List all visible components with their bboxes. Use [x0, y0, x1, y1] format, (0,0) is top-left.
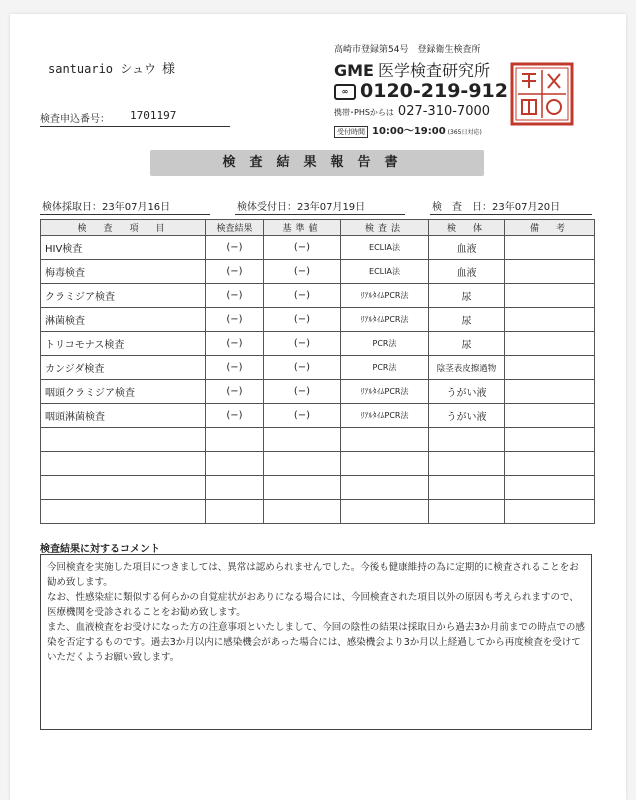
remarks — [505, 236, 595, 260]
date-collected — [40, 196, 210, 215]
test-item — [41, 428, 206, 452]
test-item: カンジダ検査 — [41, 356, 206, 380]
test-result: (−) — [206, 284, 264, 308]
table-row — [41, 500, 595, 524]
header-method: 検査法 — [341, 220, 429, 236]
remarks — [505, 380, 595, 404]
recipient — [48, 58, 175, 77]
specimen: うがい液 — [429, 380, 505, 404]
test-result: (−) — [206, 356, 264, 380]
report-paper — [10, 14, 626, 800]
specimen — [429, 452, 505, 476]
date-tested-text: 検 査 日：23年07月20日 — [432, 202, 561, 213]
test-result: (−) — [206, 380, 264, 404]
lab-mobile-label: 携帯･PHSからは — [334, 108, 394, 117]
specimen — [429, 476, 505, 500]
specimen: 尿 — [429, 332, 505, 356]
header-item: 検 査 項 目 — [41, 220, 206, 236]
test-result — [206, 428, 264, 452]
lab-hours-note: (365日対応) — [447, 129, 482, 136]
test-result — [206, 500, 264, 524]
comment-paragraph: なお、性感染症に類似する何らかの自覚症状がおありになる場合には、今回検査された項目以外の原因も考えられますので、医療機関を受診されることをお勧め致します。 — [47, 592, 579, 618]
remarks — [505, 332, 595, 356]
test-item: トリコモナス検査 — [41, 332, 206, 356]
remarks — [505, 260, 595, 284]
test-item: 咽頭クラミジア検査 — [41, 380, 206, 404]
test-result — [206, 452, 264, 476]
lab-hours-label: 受付時間 — [334, 126, 368, 138]
comment-box — [40, 554, 592, 730]
test-method — [341, 476, 429, 500]
header-specimen: 検 体 — [429, 220, 505, 236]
specimen — [429, 500, 505, 524]
specimen: 陰茎表皮擦過物 — [429, 356, 505, 380]
header-reference: 基準値 — [264, 220, 341, 236]
reference-value: (−) — [264, 284, 341, 308]
comment-paragraph: また、血液検査をお受けになった方の注意事項といたしまして、今回の陰性の結果は採取日から過去3か月前までの時点での感染を否定するものです。過去3か月以内に感染機会があった場合には、感染機会より3か月以上経過してから再度検査を受けていただくようお願い致します。 — [47, 622, 585, 663]
test-method: PCR法 — [341, 356, 429, 380]
date-tested — [430, 196, 592, 215]
table-row — [41, 476, 595, 500]
table-row — [41, 284, 595, 308]
table-row — [41, 452, 595, 476]
test-result — [206, 476, 264, 500]
test-item — [41, 500, 206, 524]
specimen: 尿 — [429, 308, 505, 332]
header-result: 検査結果 — [206, 220, 264, 236]
reference-value: (−) — [264, 356, 341, 380]
remarks — [505, 356, 595, 380]
remarks — [505, 404, 595, 428]
remarks — [505, 476, 595, 500]
specimen: 血液 — [429, 236, 505, 260]
recipient-honorific: 様 — [162, 62, 176, 77]
lab-mobile — [334, 104, 490, 119]
test-item: クラミジア検査 — [41, 284, 206, 308]
test-result: (−) — [206, 236, 264, 260]
report-title: 検査結果報告書 — [150, 150, 484, 176]
specimen: うがい液 — [429, 404, 505, 428]
recipient-name: santuario シュウ — [48, 62, 157, 76]
test-method: ﾘｱﾙﾀｲﾑPCR法 — [341, 284, 429, 308]
test-result: (−) — [206, 404, 264, 428]
table-header-row — [41, 220, 595, 236]
lab-seal-icon — [510, 62, 574, 126]
test-item — [41, 476, 206, 500]
test-method — [341, 428, 429, 452]
remarks — [505, 428, 595, 452]
table-row — [41, 428, 595, 452]
comment-title: 検査結果に対するコメント — [40, 544, 160, 555]
lab-hours-time: 10:00〜19:00 — [372, 126, 446, 137]
test-item: 淋菌検査 — [41, 308, 206, 332]
reference-value: (−) — [264, 380, 341, 404]
date-received — [235, 196, 405, 215]
table-row — [41, 308, 595, 332]
reference-value: (−) — [264, 308, 341, 332]
lab-phone — [334, 80, 508, 102]
reference-value — [264, 500, 341, 524]
lab-name: 医学検査研究所 — [377, 61, 490, 80]
test-result: (−) — [206, 308, 264, 332]
specimen — [429, 428, 505, 452]
table-row — [41, 236, 595, 260]
table-row — [41, 260, 595, 284]
test-method — [341, 452, 429, 476]
test-result: (−) — [206, 260, 264, 284]
test-item: 咽頭淋菌検査 — [41, 404, 206, 428]
specimen: 尿 — [429, 284, 505, 308]
application-number-label: 検査申込番号： — [40, 114, 110, 125]
header-remarks: 備 考 — [505, 220, 595, 236]
comment-paragraph: 今回検査を実施した項目につきましては、異常は認められませんでした。今後も健康維持の為に定期的に検査されることをお勧め致します。 — [47, 562, 579, 588]
test-method: ﾘｱﾙﾀｲﾑPCR法 — [341, 308, 429, 332]
remarks — [505, 500, 595, 524]
application-number-value: 1701197 — [130, 109, 177, 122]
test-method: ﾘｱﾙﾀｲﾑPCR法 — [341, 404, 429, 428]
reference-value — [264, 452, 341, 476]
application-number — [40, 108, 230, 127]
table-row — [41, 356, 595, 380]
table-row — [41, 404, 595, 428]
test-item: 梅毒検査 — [41, 260, 206, 284]
test-item: HIV検査 — [41, 236, 206, 260]
test-method: ECLIA法 — [341, 260, 429, 284]
test-method: PCR法 — [341, 332, 429, 356]
results-table — [40, 219, 595, 524]
reference-value: (−) — [264, 260, 341, 284]
test-result: (−) — [206, 332, 264, 356]
test-method: ECLIA法 — [341, 236, 429, 260]
reference-value: (−) — [264, 236, 341, 260]
lab-mobile-number: 027-310-7000 — [397, 104, 491, 119]
test-method: ﾘｱﾙﾀｲﾑPCR法 — [341, 380, 429, 404]
freedial-icon: ∞ — [334, 84, 356, 100]
test-item — [41, 452, 206, 476]
remarks — [505, 452, 595, 476]
date-received-text: 検体受付日：23年07月19日 — [237, 202, 366, 213]
lab-phone-number: 0120-219-912 — [360, 80, 508, 102]
lab-hours — [334, 122, 482, 138]
remarks — [505, 284, 595, 308]
lab-brand: GME — [334, 61, 374, 80]
lab-registration: 高崎市登録第54号 登録衛生検査所 — [334, 45, 481, 55]
date-collected-text: 検体採取日：23年07月16日 — [42, 202, 171, 213]
reference-value: (−) — [264, 404, 341, 428]
lab-logo — [334, 58, 490, 81]
remarks — [505, 308, 595, 332]
reference-value: (−) — [264, 332, 341, 356]
specimen: 血液 — [429, 260, 505, 284]
table-row — [41, 380, 595, 404]
test-method — [341, 500, 429, 524]
reference-value — [264, 476, 341, 500]
table-row — [41, 332, 595, 356]
reference-value — [264, 428, 341, 452]
